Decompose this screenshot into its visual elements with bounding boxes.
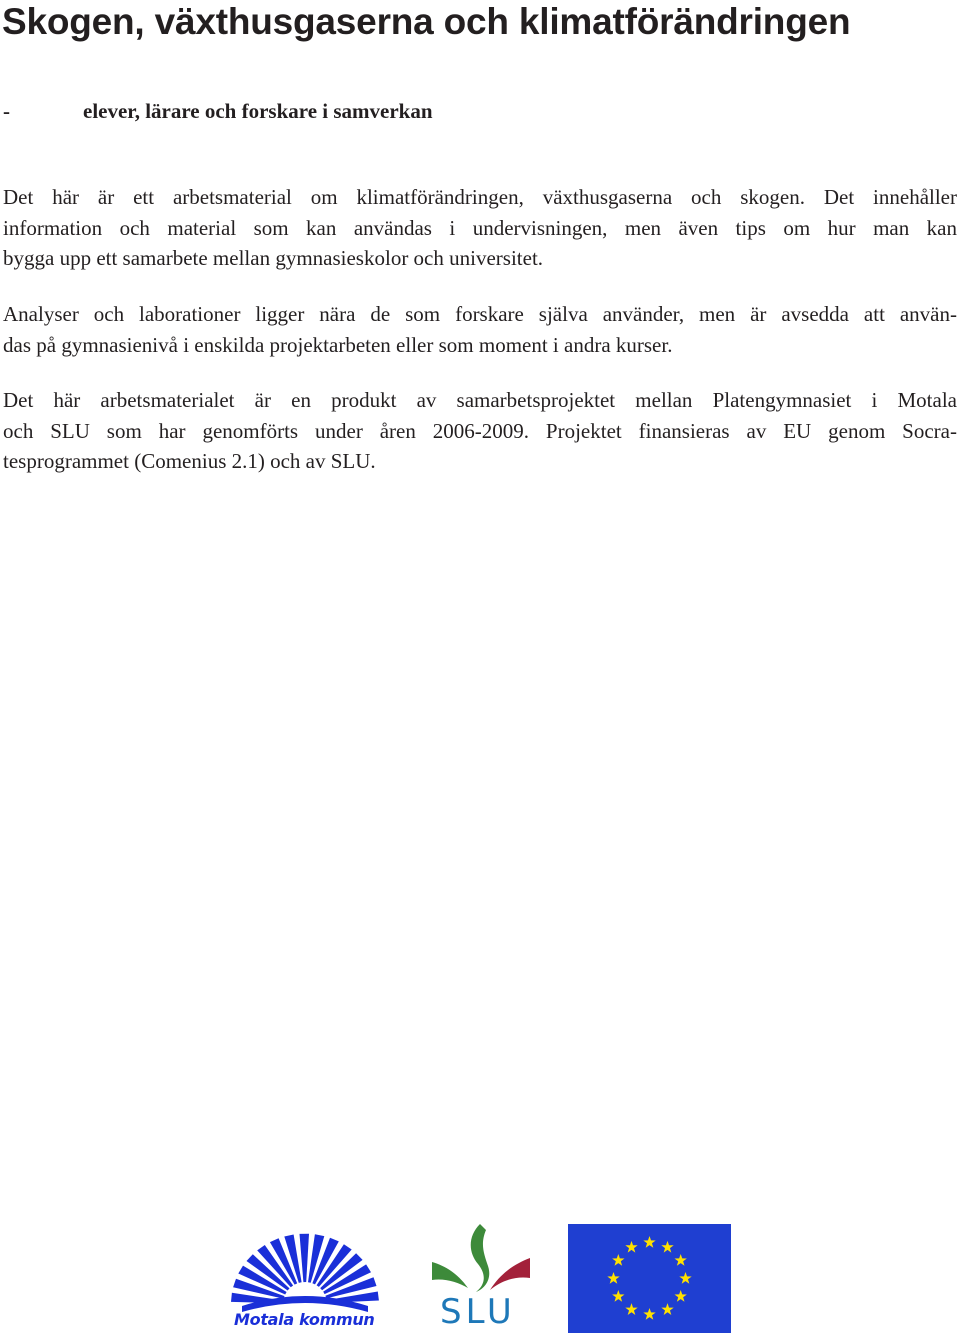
subtitle [3,96,433,126]
paragraph-line: information och material som kan användas i undervisningen, men även tips om hur man kan [3,215,957,240]
page-title: Skogen, växthusgaserna och klimatförändringen [2,1,851,42]
slu-caption: SLU [440,1292,516,1332]
subtitle-text: elever, lärare och forskare i samverkan [83,99,433,123]
paragraph-analyses [3,299,957,360]
paragraph-line: Det här är ett arbetsmaterial om klimatförändringen, växthusgaserna och skogen. Det innehåller [3,185,957,209]
eu-flag-logo [568,1224,731,1333]
paragraph-project [3,385,957,477]
motala-kommun-caption: Motala kommun [234,1310,375,1329]
paragraph-line: das på gymnasienivå i enskilda projektarbeten eller som moment i andra kurser. [3,332,673,357]
paragraph-intro [3,182,957,274]
paragraph-line: bygga upp ett samarbete mellan gymnasieskolor och universitet. [3,246,544,270]
paragraph-line: Det här arbetsmaterialet är en produkt av samarbetsprojektet mellan Platengymnasiet i Motala [3,388,957,412]
paragraph-line: tesprogrammet (Comenius 2.1) och av SLU. [3,449,376,473]
subtitle-dash: - [3,99,10,123]
paragraph-line: och SLU som har genomförts under åren 2006-2009. Projektet finansieras av EU genom Socra- [3,418,957,443]
motala-ray-icon [300,1234,310,1282]
paragraph-line: Analyser och laborationer ligger nära de som forskare själva använder, men är avsedda att använ- [3,302,957,326]
